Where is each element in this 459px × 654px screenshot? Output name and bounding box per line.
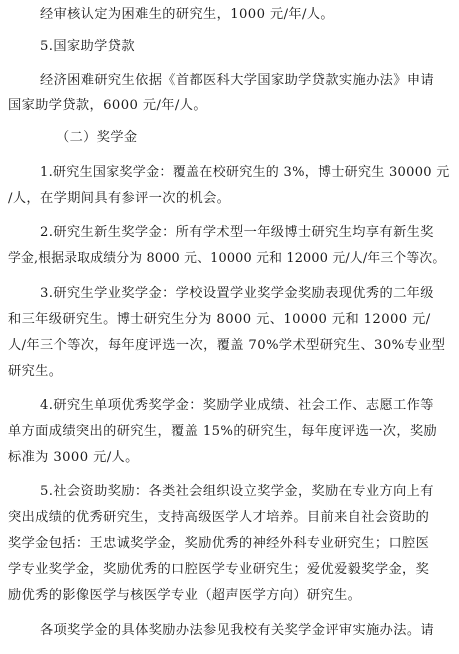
paragraph-line: 学专业奖学金，奖励优秀的口腔医学专业研究生；爱优爱毅奖学金，奖 (8, 562, 430, 577)
paragraph-line: 人/年三个等次，每年度评选一次，覆盖 70%学术型研究生、30%专业型 (8, 338, 446, 353)
paragraph-line: 1.研究生国家奖学金：覆盖在校研究生的 3%，博士研究生 30000 元 (40, 165, 450, 180)
paragraph-line: 经审核认定为困难生的研究生，1000 元/年/人。 (40, 7, 335, 22)
section-heading: （二）奖学金 (56, 130, 138, 145)
paragraph-line: /人，在学期间具有参评一次的机会。 (8, 191, 231, 206)
paragraph-line: 研究生。 (8, 364, 63, 379)
paragraph-line: 2.研究生新生奖学金：所有学术型一年级博士研究生均享有新生奖 (40, 225, 434, 240)
paragraph-line: 学金,根据录取成绩分为 8000 元、10000 元和 12000 元/人/年三个等次。 (8, 251, 446, 266)
paragraph-line: 和三年级研究生。博士研究生分为 8000 元、10000 元和 12000 元/ (8, 312, 431, 327)
paragraph-line: 单方面成绩突出的研究生，覆盖 15%的研究生，每年度评选一次，奖励 (8, 424, 438, 439)
paragraph-line: 5.社会资助奖励：各类社会组织设立奖学金，奖励在专业方向上有 (40, 484, 434, 499)
paragraph-line: 经济困难研究生依据《首都医科大学国家助学贷款实施办法》申请 (40, 73, 435, 88)
paragraph-line: 突出成绩的优秀研究生，支持高级医学人才培养。目前来自社会资助的 (8, 510, 430, 525)
paragraph-line: 励优秀的影像医学与核医学专业（超声医学方向）研究生。 (8, 588, 362, 603)
section-heading: 5.国家助学贷款 (40, 39, 135, 54)
paragraph-line: 标准为 3000 元/人。 (8, 450, 139, 465)
paragraph-line: 国家助学贷款，6000 元/年/人。 (8, 98, 207, 113)
paragraph-line: 4.研究生单项优秀奖学金：奖励学业成绩、社会工作、志愿工作等 (40, 398, 434, 413)
paragraph-line: 奖学金包括：王忠诚奖学金，奖励优秀的神经外科专业研究生；口腔医 (8, 536, 430, 551)
paragraph-line: 各项奖学金的具体奖励办法参见我校有关奖学金评审实施办法。请 (40, 623, 435, 638)
paragraph-line: 3.研究生学业奖学金：学校设置学业奖学金奖励表现优秀的二年级 (40, 286, 434, 301)
